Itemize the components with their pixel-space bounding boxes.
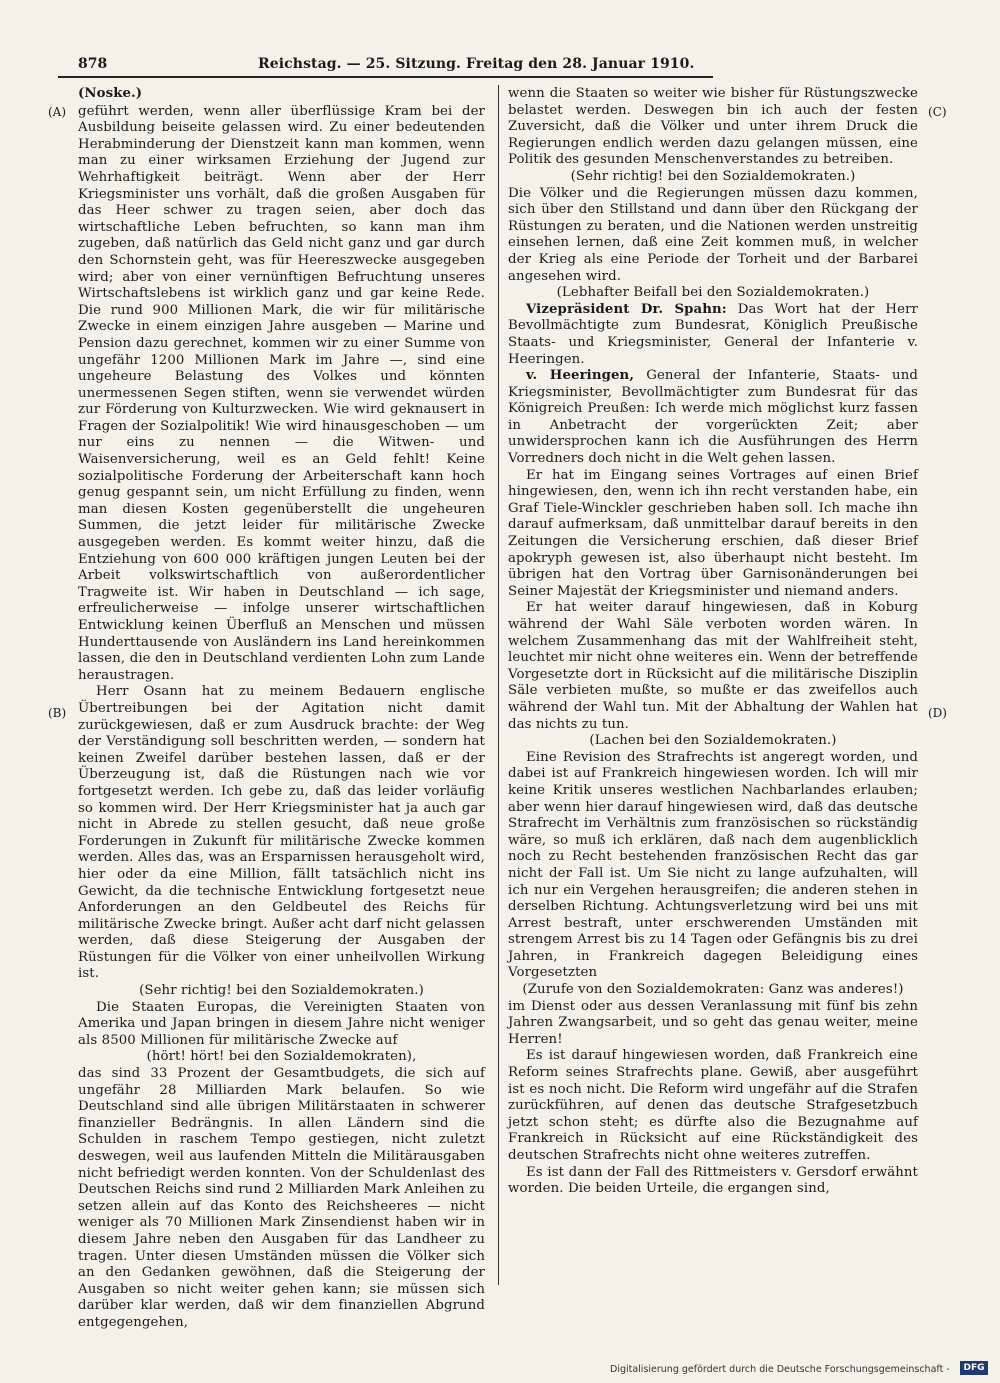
dfg-logo: DFG: [960, 1361, 988, 1375]
paragraph: Herr Osann hat zu meinem Bedauern englische Übertreibungen bei der Agitation nicht damit zurückgewiesen, daß er zum Ausdruck brachte: der Weg der Verständigung soll beschritten werden, — sondern hat keinen Zweifel darüber bestehen lassen, daß er der Überzeugung ist, daß die Rüstungen nach wie vor fortgesetzt werden. Ich gebe zu, daß das leider vorläufig so kommen wird. Der Herr Kriegsminister hat ja auch gar nicht in Abrede zu stellen gesucht, daß neue große Forderungen in Zukunft für militärische Zwecke kommen werden. Alles das, was an Ersparnissen herausgeholt wird, hier oder da eine Million, fällt tatsächlich nicht ins Gewicht, da die technische Entwicklung fortgesetzt neue Anforderungen an den Geldbeutel des Reichs für militärische Zwecke bringt. Außer acht darf nicht gelassen werden, daß diese Steigerung der Ausgaben der Rüstungen für die Völker von einer unheilvollen Wirkung ist.: [78, 684, 485, 982]
interjection: (Lebhafter Beifall bei den Sozialdemokraten.): [556, 285, 870, 301]
speaker-paragraph: [508, 302, 918, 368]
margin-marker-d: (D): [928, 706, 947, 720]
interjection: (hört! hört! bei den Sozialdemokraten),: [146, 1049, 417, 1065]
paragraph: Die Völker und die Regierungen müssen dazu kommen, sich über den Stillstand und dann über den Rückgang der Rüstungen zu beraten, und die Nationen werden unstreitig einsehen lernen, daß eine Zeit kommen muß, in welcher der Krieg als eine Periode der Torheit und der Barbarei angesehen wird.: [508, 185, 918, 284]
page-number: 878: [78, 56, 108, 72]
paragraph: das sind 33 Prozent der Gesamtbudgets, die sich auf ungefähr 28 Milliarden Mark belaufen. So wie Deutschland sind alle übrigen Militärstaaten in schwerer finanzieller Bedrängnis. In allen Ländern sind die Schulden in raschem Tempo gestiegen, nicht zuletzt deswegen, weil aus laufenden Mitteln die Militärausgaben nicht befriedigt werden konnten. Von der Schuldenlast des Deutschen Reichs sind rund 2 Milliarden Mark Anleihen zu setzen allein auf das Konto des Reichsheeres — nicht weniger als 70 Millionen Mark Zinsendienst haben wir in diesem Jahre neben den Ausgaben für das Landheer zu tragen. Unter diesen Umständen müssen die Völker sich an den Gedanken gewöhnen, daß die Steigerung der Ausgaben so nicht weiter gehen kann; sie müssen sich darüber klar werden, daß wir dem finanziellen Abgrund entgegengehen,: [78, 1066, 485, 1330]
paragraph: Er hat im Eingang seines Vortrages auf einen Brief hingewiesen, den, wenn ich ihn recht verstanden habe, ein Graf Tiele-Winckler geschrieben haben soll. Ich mache ihn darauf aufmerksam, daß unmittelbar darauf bereits in den Zeitungen die Versicherung erschien, daß dieser Brief apokryph gewesen ist, also überhaupt nicht besteht. Im übrigen hat den Vortrag über Garnisonänderungen bei Seiner Majestät der Kriegsminister und niemand anders.: [508, 467, 918, 599]
paragraph: Es ist darauf hingewiesen worden, daß Frankreich eine Reform seines Strafrechts plane. Gewiß, aber ausgeführt ist es noch nicht. Die Reform wird ungefähr auf die Strafen zurückführen, auf denen das deutsche Strafgesetzbuch jetzt schon steht; es dürfte also die Bezugnahme auf Frankreich in Rücksicht auf eine Rückständigkeit des deutschen Strafrechts nicht ohne weiteres zutreffen.: [508, 1048, 918, 1163]
interjection: (Zurufe von den Sozialdemokraten: Ganz was anderes!): [522, 982, 904, 998]
digitization-credit: Digitalisierung gefördert durch die Deutsche Forschungsgemeinschaft -: [610, 1364, 950, 1375]
paragraph-text: Das Wort hat der Herr Bevollmächtigte zum Bundesrat, Königlich Preußische Staats- und Kriegsminister, General der Infanterie v. Heeringen.: [508, 301, 919, 367]
interjection: (Sehr richtig! bei den Sozialdemokraten.): [139, 983, 424, 999]
paragraph: wenn die Staaten so weiter wie bisher für Rüstungszwecke belastet werden. Deswegen bin ich auch der festen Zuversicht, daß die Völker und unter ihrem Druck die Regierungen endlich werden dazu gelangen müssen, eine Politik des gesunden Menschenverstandes zu betreiben.: [508, 86, 918, 168]
speaker-name: v. Heeringen,: [526, 368, 635, 384]
left-column: [78, 86, 485, 1332]
margin-marker-c: (C): [928, 105, 947, 119]
paragraph: Eine Revision des Strafrechts ist angeregt worden, und dabei ist auf Frankreich hingewiesen worden. Ich will mir keine Kritik unseres westlichen Nachbarlandes erlauben; aber wenn hier darauf hingewiesen wird, daß das deutsche Strafrecht im Verhältnis zum französischen so rückständig wäre, so muß ich erklären, daß nach dem augenblicklich noch zu Recht bestehenden französischen Recht das gar nicht der Fall ist. Um Sie nicht zu lange aufzuhalten, will ich nur ein Vergehen herausgreifen; die anderen stehen in derselben Richtung. Achtungsverletzung wird bei uns mit Arrest bestraft, unter erschwerenden Umständen mit strengem Arrest bis zu 14 Tagen oder Gefängnis bis zu drei Jahren, in Frankreich dagegen Beleidigung eines Vorgesetzten: [508, 749, 918, 981]
paragraph: Die Staaten Europas, die Vereinigten Staaten von Amerika und Japan bringen in diesem Jahre nicht weniger als 8500 Millionen für militärische Zwecke auf: [78, 999, 485, 1048]
speaker-tag: (Noske.): [78, 86, 143, 101]
page-header: [58, 56, 713, 76]
header-rule: [58, 76, 713, 78]
paragraph: Er hat weiter darauf hingewiesen, daß in Koburg während der Wahl Säle verboten worden wären. In welchem Zusammenhang das mit der Wahlfreiheit steht, leuchtet mir nicht ohne weiteres ein. Wenn der betreffende Vorgesetzte dort in Rücksicht auf die militärische Disziplin Säle verbieten mußte, so mußte er das zweifellos auch während der Wahl tun. Mit der Abhaltung der Wahlen hat das nichts zu tun.: [508, 600, 918, 732]
paragraph-text: General der Infanterie, Staats- und Kriegsminister, Bevollmächtigter zum Bundesrat für das Königreich Preußen: Ich werde mich möglichst kurz fassen in Anbetracht der vorgerückten Zeit; aber unwidersprochen kann ich die Ausführungen des Herrn Vorredners doch nicht in die Welt gehen lassen.: [508, 368, 918, 467]
interjection: (Lachen bei den Sozialdemokraten.): [589, 733, 837, 749]
paragraph: im Dienst oder aus dessen Veranlassung mit fünf bis zehn Jahren Zwangsarbeit, und so geht das genau weiter, meine Herren!: [508, 998, 918, 1047]
margin-marker-b: (B): [48, 706, 67, 720]
running-title: Reichstag. — 25. Sitzung. Freitag den 28. Januar 1910.: [258, 56, 695, 72]
speaker-paragraph: [508, 368, 918, 468]
column-separator: [498, 85, 499, 1285]
paragraph: Es ist dann der Fall des Rittmeisters v. Gersdorf erwähnt worden. Die beiden Urteile, die ergangen sind,: [508, 1164, 918, 1197]
paragraph: geführt werden, wenn aller überflüssige Kram bei der Ausbildung beiseite gelassen wird. Zu einer bedeutenden Herabminderung der Dienstzeit kann man kommen, wenn man zu einer wirksamen Erziehung der Jugend zur Wehrhaftigkeit beiträgt. Wenn aber der Herr Kriegsminister uns vorhält, daß die großen Ausgaben für das Heer schwer zu tragen seien, aber doch das wirtschaftliche Leben befruchten, so kann man ihm zugeben, daß natürlich das Geld nicht ganz und gar durch den Schornstein geht, was für Heereszwecke ausgegeben wird; aber von einer vernünftigen Befruchtung unseres Wirtschaftslebens ist wirklich ganz und gar keine Rede. Die rund 900 Millionen Mark, die wir für militärische Zwecke in einem einzigen Jahre ausgeben — Marine und Pension dazu gerechnet, kommen wir zu einer Summe von ungefähr 1200 Millionen Mark im Jahre —, sind eine ungeheure Belastung des Volkes und könnten unermessenen Segen stiften, wenn sie verwendet würden zur Förderung von Kulturzwecken. Wie wird geknausert in Fragen der Sozialpolitik! Wie wird hinausgeschoben — um nur eins zu nennen — die Witwen- und Waisenversicherung, weil es an Geld fehlt! Keine sozialpolitische Forderung der Arbeiterschaft kann hoch genug gespannt sein, um nicht Erfüllung zu finden, wenn man diesen Kosten gegenüberstellt die ungeheuren Summen, die jetzt leider für militärische Zwecke ausgegeben werden. Es kommt weiter hinzu, daß die Entziehung von 600 000 kräftigen jungen Leuten bei der Arbeit volkswirtschaftlich von außerordentlicher Tragweite ist. Wir haben in Deutschland — ich sage, erfreulicherweise — infolge unserer wirtschaftlichen Entwicklung keinen Überfluß an Menschen und müssen Hunderttausende von Ausländern ins Land hereinkommen lassen, die den in Deutschland verdienten Lohn zum Lande heraustragen.: [78, 103, 485, 683]
margin-marker-a: (A): [48, 105, 67, 119]
speaker-name: Vizepräsident Dr. Spahn:: [526, 301, 727, 317]
right-column: [508, 86, 918, 1198]
interjection: (Sehr richtig! bei den Sozialdemokraten.): [570, 168, 856, 184]
